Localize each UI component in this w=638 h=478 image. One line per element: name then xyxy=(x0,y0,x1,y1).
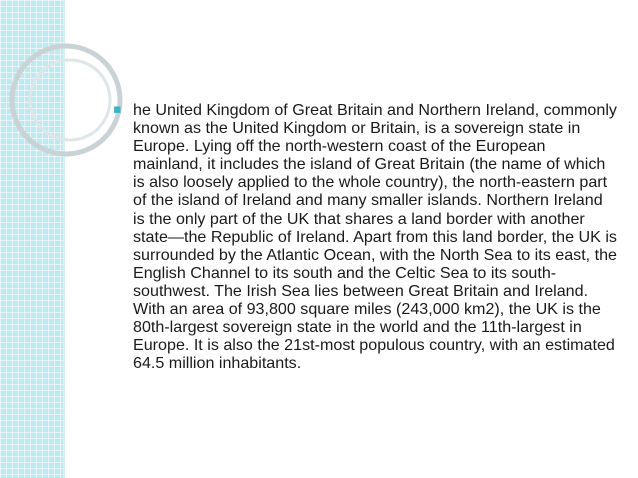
content-text-block xyxy=(113,101,618,372)
decorative-ring-outer xyxy=(12,46,120,154)
bullet-square-icon: ▪ xyxy=(113,102,122,117)
bullet-item xyxy=(113,101,618,372)
paragraph-text: he United Kingdom of Great Britain and Northern Ireland, commonly known as the United Kingdom or Britain, is a sovereign state in Europe. Lying off the north-western coast of the European mainland, it includes the island of Great Britain (the name of which is also loosely applied to the whole country), the north-eastern part of the island of Ireland and many smaller islands. Northern Ireland is the only part of the UK that shares a land border with another state—the Republic of Ireland. Apart from this land border, the UK is surrounded by the Atlantic Ocean, with the North Sea to its east, the English Channel to its south and the Celtic Sea to its south-southwest. The Irish Sea lies between Great Britain and Ireland. With an area of 93,800 square miles (243,000 km2), the UK is the 80th-largest sovereign state in the world and the 11th-largest in Europe. It is also the 21st-most populous country, with an estimated 64.5 million inhabitants. xyxy=(133,101,617,373)
decorative-ring-inner xyxy=(30,60,110,140)
